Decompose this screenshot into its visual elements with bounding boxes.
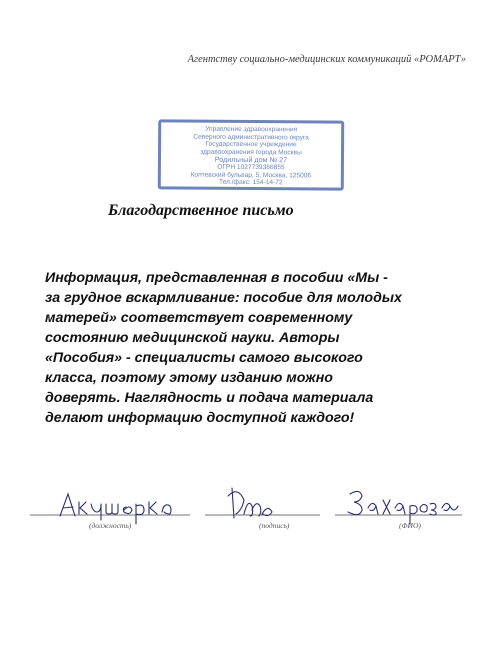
stamp-line: Родильный дом № 27 [214, 155, 288, 165]
body-line: матерей» соответствует современному [45, 310, 353, 326]
body-line: доверять. Наглядность и подача материала [45, 390, 374, 406]
body-line: делают информацию доступной каждого! [45, 410, 355, 426]
stamp-line: Управление здравоохранения [205, 125, 298, 134]
stamp-line: Северного административного округа [193, 133, 309, 141]
name-label: (ФИО) [399, 521, 421, 530]
handwritten-signature [228, 488, 272, 518]
position-label: (должность) [89, 521, 132, 530]
stamp-line: Государственное учреждение [205, 140, 297, 149]
body-line: класса, поэтому этому изданию можно [45, 370, 333, 386]
stamp-line: ОГРН 1027739366855 [217, 163, 285, 172]
body-line: Информация, представленная в пособии «Мы - [45, 270, 388, 286]
handwritten-surname [348, 491, 458, 524]
addressee-line: Агентству социально-медицинских коммуникаций «РОМАРТ» [187, 54, 466, 65]
signature-block [0, 480, 484, 540]
stamp-line: здравоохранения города Москвы [200, 148, 302, 157]
handwritten-position [60, 494, 171, 524]
body-line: состоянию медицинской науки. Авторы [45, 330, 340, 346]
stamp-line: Коптевский бульвар, 5, Москва, 125006 [190, 171, 312, 179]
letter-body [45, 268, 475, 428]
signature-lines [0, 480, 484, 540]
hospital-stamp [158, 119, 344, 190]
signature-label: (подпись) [259, 521, 290, 530]
body-line: «Пособия» - специалисты самого высокого [45, 350, 363, 366]
body-line: за грудное вскармливание: пособие для молодых [45, 290, 402, 306]
stamp-line: Тел./факс: 154-14-72 [218, 178, 283, 187]
letter-title: Благодарственное письмо [108, 202, 294, 219]
